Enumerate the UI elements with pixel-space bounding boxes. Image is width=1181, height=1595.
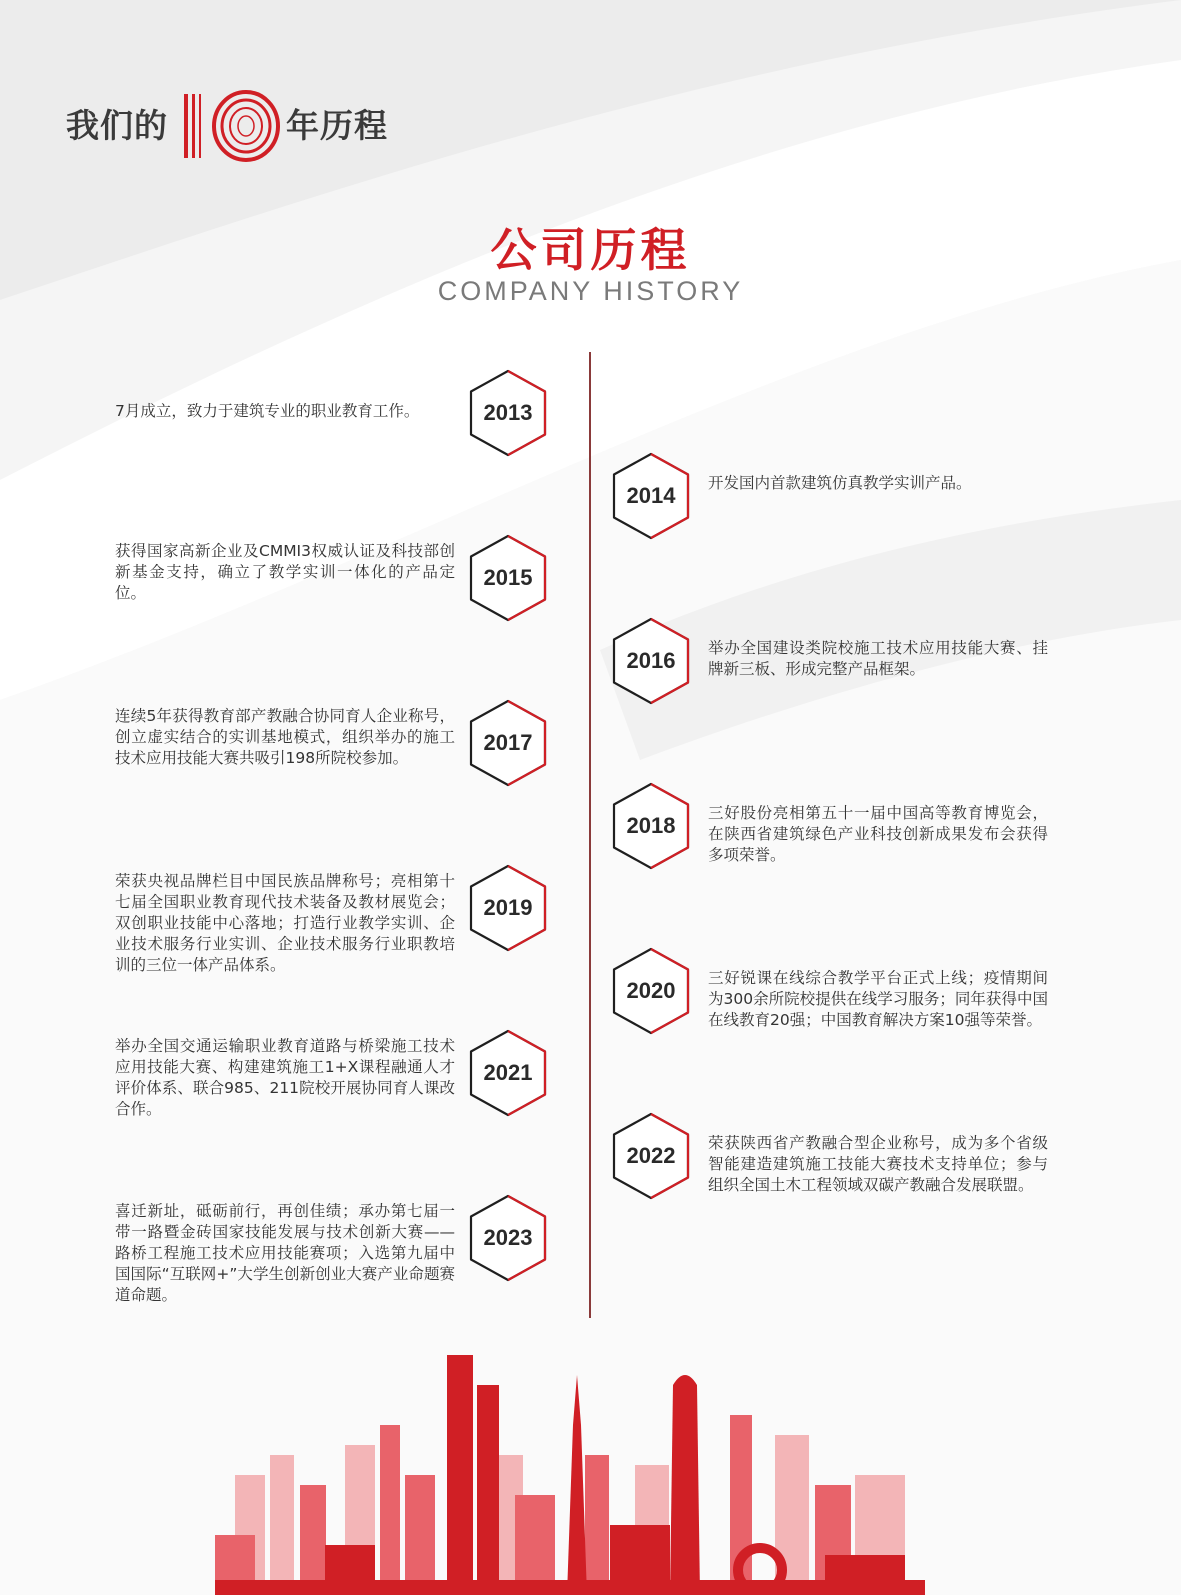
year-label: 2020	[626, 977, 676, 1003]
brand-prefix: 我们的	[66, 106, 168, 145]
section-subtitle: COMPANY HISTORY	[437, 276, 744, 306]
milestone-description: 获得国家高新企业及CMMI3权威认证及科技部创新基金支持，确立了教学实训一体化的产品定位。	[115, 542, 455, 602]
year-hexagon	[610, 1111, 692, 1201]
year-label: 2017	[483, 730, 533, 755]
milestone-description: 举办全国建设类院校施工技术应用技能大赛、挂牌新三板、形成完整产品框架。	[708, 638, 1048, 678]
milestone-description: 荣获央视品牌栏目中国民族品牌称号；亮相第十七届全国职业教育现代技术装备及教材展览会；双创职业技能中心落地；打造行业教学实训、企业技术服务行业实训、企业技术服务行业职教培训的三位一体产品体系。	[115, 872, 455, 974]
milestone-description: 荣获陕西省产教融合型企业称号，成为多个省级智能建造建筑施工技能大赛技术支持单位；参与组织全国土木工程领域双碳产教融合发展联盟。	[708, 1133, 1048, 1194]
year-hexagon	[467, 863, 549, 953]
year-hexagon	[467, 698, 549, 788]
year-label: 2016	[626, 647, 676, 673]
year-label: 2014	[626, 482, 676, 508]
year-hexagon	[467, 533, 549, 623]
timeline-axis	[589, 352, 591, 1318]
year-hexagon	[610, 781, 692, 871]
ten-years-logo	[178, 86, 284, 166]
milestone-description: 喜迁新址，砥砺前行，再创佳绩；承办第七届一带一路暨金砖国家技能发展与技术创新大赛——路桥工程施工技术应用技能赛项；入选第九届中国国际“互联网+”大学生创新创业大赛产业命题赛道命题。	[115, 1202, 455, 1304]
year-hexagon	[467, 1028, 549, 1118]
year-hexagon	[610, 616, 692, 706]
year-hexagon	[610, 451, 692, 541]
year-label: 2019	[483, 895, 533, 920]
year-label: 2023	[483, 1225, 533, 1250]
milestone-description: 三好锐课在线综合教学平台正式上线；疫情期间为300余所院校提供在线学习服务；同年获得中国在线教育20强；中国教育解决方案10强等荣誉。	[708, 968, 1048, 1029]
city-skyline-illustration	[215, 1355, 925, 1595]
year-label: 2018	[626, 812, 676, 838]
year-hexagon	[467, 1193, 549, 1283]
year-hexagon	[467, 368, 549, 458]
milestone-description: 三好股份亮相第五十一届中国高等教育博览会，在陕西省建筑绿色产业科技创新成果发布会获得多项荣誉。	[708, 803, 1048, 864]
year-label: 2022	[626, 1142, 676, 1168]
year-hexagon	[610, 946, 692, 1036]
year-label: 2015	[483, 565, 533, 590]
brand-suffix: 年历程	[286, 106, 388, 145]
milestone-description: 开发国内首款建筑仿真教学实训产品。	[708, 473, 972, 492]
milestone-description: 连续5年获得教育部产教融合协同育人企业称号，创立虚实结合的实训基地模式，组织举办的施工技术应用技能大赛共吸引198所院校参加。	[115, 707, 455, 767]
milestone-description: 7月成立，致力于建筑专业的职业教育工作。	[115, 402, 420, 420]
milestone-description: 举办全国交通运输职业教育道路与桥梁施工技术应用技能大赛、构建建筑施工1+X课程融通人才评价体系、联合985、211院校开展协同育人课改合作。	[115, 1037, 455, 1118]
year-label: 2021	[483, 1060, 533, 1085]
section-title: 公司历程	[490, 223, 691, 277]
year-label: 2013	[483, 400, 533, 425]
